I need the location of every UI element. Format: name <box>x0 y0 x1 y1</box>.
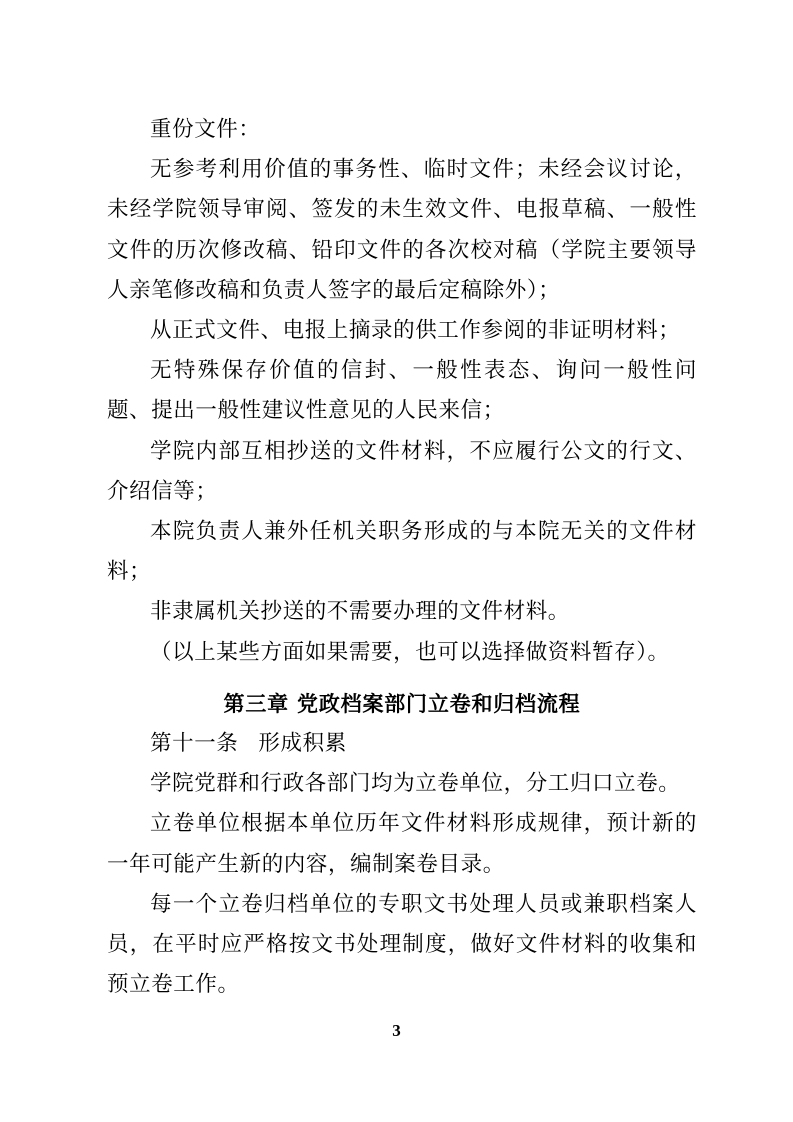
paragraph: 每一个立卷归档单位的专职文书处理人员或兼职档案人员，在平时应严格按文书处理制度，做好文件材料的收集和预立卷工作。 <box>107 891 697 998</box>
paragraph: （以上某些方面如果需要，也可以选择做资料暂存）。 <box>150 639 670 665</box>
paragraph: 非隶属机关抄送的不需要办理的文件材料。 <box>150 599 570 625</box>
article-heading <box>107 724 697 764</box>
paragraph: 无特殊保存价值的信封、一般性表态、询问一般性问题、提出一般性建议性意见的人民来信； <box>107 358 697 424</box>
page-number: 3 <box>392 1021 401 1040</box>
paragraph: 学院党群和行政各部门均为立卷单位，分工归口立卷。 <box>150 771 681 797</box>
paragraph: 立卷单位根据本单位历年文件材料形成规律，预计新的一年可能产生新的内容，编制案卷目录。 <box>107 811 697 877</box>
paragraph: 重份文件： <box>150 117 261 142</box>
article-title: 形成积累 <box>258 731 347 757</box>
paragraph: 从正式文件、电报上摘录的供工作参阅的非证明材料； <box>150 318 681 344</box>
chapter-title: 第三章 党政档案部门立卷和归档流程 <box>223 691 581 716</box>
article-number: 第十一条 <box>150 731 239 757</box>
paragraph: 本院负责人兼外任机关职务形成的与本院无关的文件材料； <box>107 519 697 585</box>
document-body <box>107 110 697 1005</box>
paragraph: 学院内部互相抄送的文件材料，不应履行公文的行文、介绍信等； <box>107 438 697 504</box>
paragraph: 无参考利用价值的事务性、临时文件；未经会议讨论，未经学院领导审阅、签发的未生效文件、电报草稿、一般性文件的历次修改稿、铅印文件的各次校对稿（学院主要领导人亲笔修改稿和负责人签字的最后定稿除外）； <box>107 157 697 303</box>
